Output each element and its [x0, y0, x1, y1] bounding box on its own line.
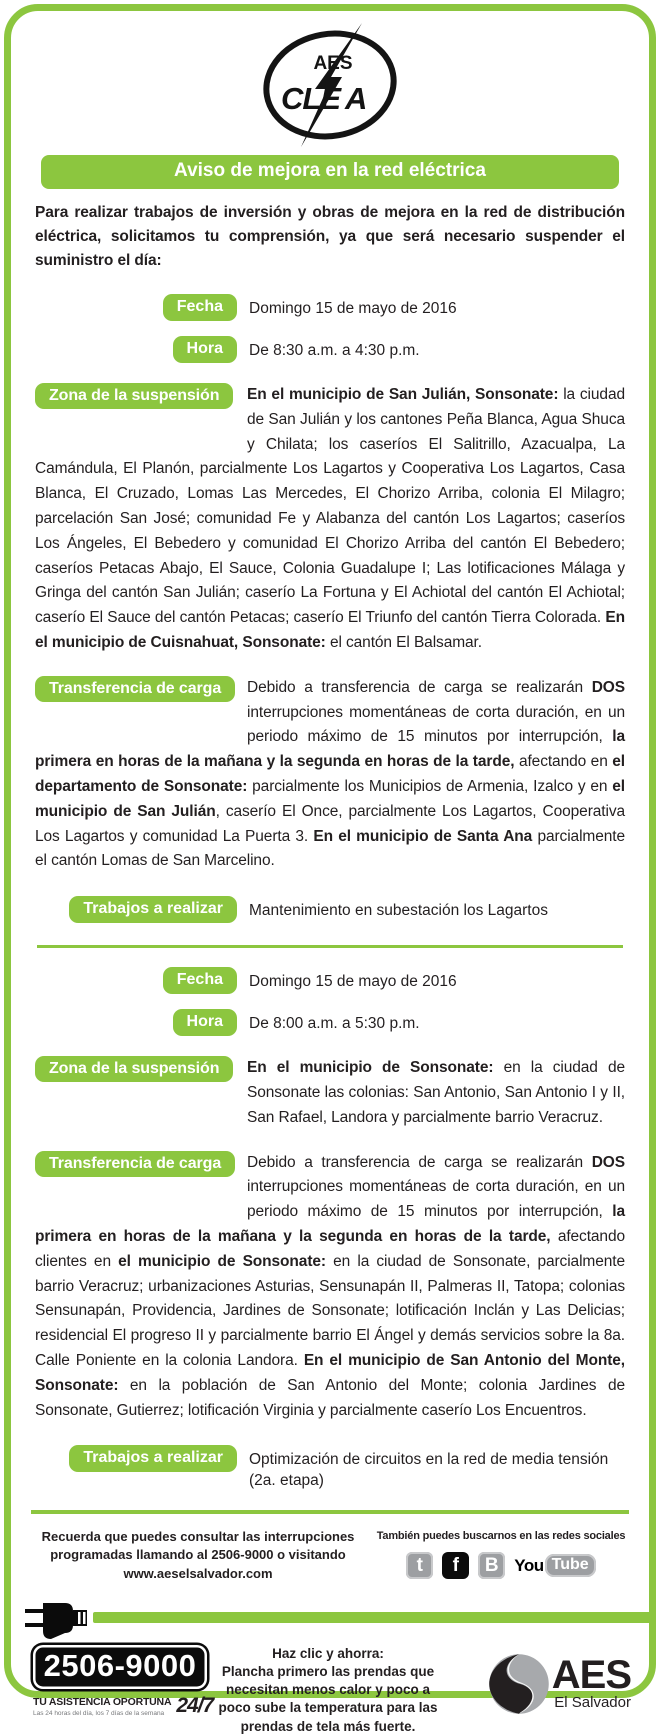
tip-title: Haz clic y ahorra: [272, 1645, 384, 1661]
trabajos-value: Mantenimiento en subestación los Lagartos [249, 902, 548, 920]
transferencia-text: Debido a transferencia de carga se realizarán DOS interrupciones momentáneas de corta duración, en un periodo máximo de 15 minutos por interrupción, la primera en horas de la mañana y la segunda en horas de la tarde, afectando en el departamento de Sonsonate: parcialmente los Municipios de Armenia, Izalco y en el municipio de San Julián, caserío El Once, parcialmente Los Lagartos, Cooperativa Los Lagartos y comunidad La Puerta 3. En el municipio de Santa Ana parcialmente el cantón Lomas de San Marcelino. [35, 678, 626, 870]
plug-icon [23, 1597, 103, 1641]
trabajos-badge: Trabajos a realizar [69, 1445, 237, 1472]
aes-brand: AES [551, 1652, 631, 1697]
fecha-badge: Fecha [163, 294, 237, 321]
transferencia-badge: Transferencia de carga [35, 1151, 235, 1177]
fecha-badge: Fecha [163, 967, 237, 994]
zona-paragraph [35, 1056, 625, 1130]
fecha-value: Domingo 15 de mayo de 2016 [249, 973, 457, 991]
clesa-logo [29, 19, 631, 151]
zona-paragraph [35, 383, 625, 656]
hora-row [29, 336, 631, 363]
fecha-row [29, 967, 631, 994]
zona-text: En el municipio de San Julián, Sonsonate: la ciudad de San Julián y los cantones Peña Blanca, Agua Shuca y Chilata; los caseríos El Salitrillo, Azacualpa, La Camándula, El Planón, parcialmente Los Lagartos y Cooperativa Los Lagartos, Casa Blanca, El Cruzado, Lomas Las Mercedes, El Chorizo Arriba, colonia El Milagro; parcelación San José; comunidad Fe y Alabanza del cantón Los Lagartos; caseríos Los Ángeles, El Bebedero y comunidad El Chorizo Arriba del cantón El Bebedero; caseríos Petacas Abajo, El Sauce, Colonia Guadalupe I; Las lotificaciones Málaga y Gringa del cantón San Julián; caserío La Fortuna y El Achiotal del cantón El Achiotal; caserío El Sauce del cantón Petacas; caserío El Triunfo del cantón Tierra Colorada. En el municipio de Cuisnahuat, Sonsonate: el cantón El Balsamar. [35, 386, 625, 652]
youtube-icon: You Tube [514, 1554, 595, 1577]
section-divider [37, 945, 623, 948]
transferencia-badge: Transferencia de carga [35, 676, 235, 702]
social-title: También puedes buscarnos en las redes sociales [376, 1530, 626, 1543]
phone-subtext: Las 24 horas del día, los 7 días de la semana [33, 1709, 165, 1717]
power-cord [93, 1612, 649, 1623]
outage-section-1 [29, 279, 631, 923]
phone-tagline: TU ASISTENCIA OPORTUNA [33, 1695, 172, 1708]
social-block [371, 1524, 631, 1583]
trabajos-row [29, 1445, 631, 1492]
transferencia-text: Debido a transferencia de carga se realizarán DOS interrupciones momentáneas de corta duración, en un periodo máximo de 15 minutos por interrupción, la primera en horas de la mañana y la segunda en horas de la tarde, afectando clientes en el municipio de Sonsonate: en la ciudad de Sonsonate, parcialmente barrio Veracruz; urbanizaciones Asturias, Sensunapán II, Palmeras II, Tatopa; colonias Sensunapán, Providencia, Jardines de Sonsonate; lotificación Inclán y Las Delicias; residencial El progreso II y parcialmente barrio El Ángel y demás servicios sobre la 8a. Calle Poniente en la colonia Landora. En el municipio de San Antonio del Monte, Sonsonate: en la población de San Antonio del Monte; colonia Jardines de Sonsonate, Gutierrez; lotificación Virginia y parcialmente caserío Los Encuentros. [35, 1153, 625, 1419]
intro-paragraph: Para realizar trabajos de inversión y obras de mejora en la red de distribución eléctrica, solicitamos tu comprensión, ya que será necesario suspender el suministro el día: [35, 204, 625, 270]
footer [29, 1492, 631, 1736]
tip-body: Plancha primero las prendas que necesitan menos calor y poco a poco sube la temperatura para las prendas de tela más fuerte. [218, 1663, 438, 1734]
aes-logo [449, 1645, 631, 1715]
twitter-icon: t [406, 1552, 433, 1579]
zona-badge: Zona de la suspensión [35, 1056, 233, 1082]
notice-title: Aviso de mejora en la red eléctrica [41, 155, 619, 189]
trabajos-row [29, 896, 631, 923]
aes-country: El Salvador [554, 1693, 631, 1711]
hora-value: De 8:30 a.m. a 4:30 p.m. [249, 342, 420, 360]
logo-brand-left: CLE [281, 81, 340, 116]
hora-badge: Hora [173, 336, 237, 363]
24-7-badge: 24/7 [176, 1693, 214, 1717]
trabajos-badge: Trabajos a realizar [69, 896, 237, 923]
zona-text: En el municipio de Sonsonate: en la ciudad de Sonsonate las colonias: San Antonio, San Antonio I y II, San Rafael, Landora y parcialmente barrio Veracruz. [247, 1059, 625, 1126]
logo-brand-right: A [345, 81, 368, 116]
logo-brand-top: AES [313, 53, 353, 74]
aes-swirl-icon [488, 1653, 550, 1715]
assistance-phone-block [29, 1645, 214, 1718]
footer-divider [31, 1510, 629, 1514]
transferencia-paragraph [35, 676, 625, 874]
hora-row [29, 1009, 631, 1036]
trabajos-value: Optimización de circuitos en la red de media tensión (2a. etapa) [249, 1451, 609, 1490]
hora-value: De 8:00 a.m. a 5:30 p.m. [249, 1015, 420, 1033]
fecha-row [29, 294, 631, 321]
hora-badge: Hora [173, 1009, 237, 1036]
energy-tip [207, 1645, 449, 1736]
facebook-icon: f [442, 1552, 469, 1579]
phone-number: 2506-9000 [33, 1645, 207, 1689]
outage-section-2 [29, 952, 631, 1492]
zona-badge: Zona de la suspensión [35, 383, 233, 409]
blogger-icon: B [478, 1552, 505, 1579]
notice-page [4, 4, 656, 1734]
consulta-note: Recuerda que puedes consultar las interrupciones programadas llamando al 2506-9000 o visitando www.aeselsalvador.com [41, 1529, 355, 1581]
fecha-value: Domingo 15 de mayo de 2016 [249, 300, 457, 318]
transferencia-paragraph [35, 1151, 625, 1424]
plug-cord-graphic [29, 1597, 631, 1641]
